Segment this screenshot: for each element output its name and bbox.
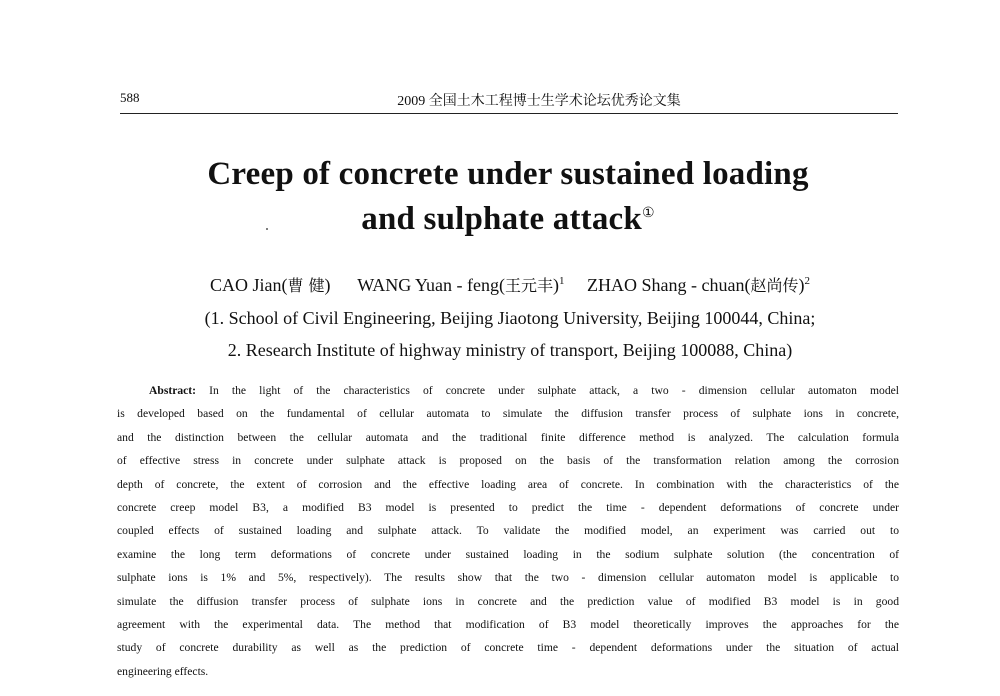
affiliation-1: (1. School of Civil Engineering, Beijing Jiaotong University, Beijing 100044, China; xyxy=(204,308,816,328)
author-2-affil: 1 xyxy=(559,275,565,287)
abstract-line: agreement with the experimental data. The method that modification of B3 model theoretically improves the approaches for the xyxy=(117,617,899,631)
abstract-line: engineering effects. xyxy=(117,664,209,678)
title-line-2 xyxy=(150,197,866,242)
abstract-line: depth of concrete, the extent of corrosion and the effective loading area of concrete. In combination with the characteristics of the xyxy=(117,477,899,491)
abstract-line: concrete creep model B3, a modified B3 model is presented to predict the time - dependent deformations of concrete under xyxy=(117,500,899,514)
author-2-chinese: 王元丰 xyxy=(505,276,554,295)
abstract-line: Abstract: In the light of the characteristics of concrete under sulphate attack, a two - dimension cellular automaton model xyxy=(149,384,899,397)
running-header xyxy=(120,88,898,110)
abstract-line: is developed based on the fundamental of cellular automata to simulate the diffusion transfer process of sulphate ions in concrete, xyxy=(117,407,899,421)
abstract-label: Abstract: xyxy=(149,384,197,397)
paper-title xyxy=(150,152,866,242)
author-3: ZHAO Shang - chuan(赵尚传)$^2$ xyxy=(587,275,811,295)
author-1: CAO Jian(曹 健) xyxy=(209,275,331,295)
author-2: WANG Yuan - feng(王元丰)$^1$ xyxy=(357,275,565,295)
abstract-line: study of concrete durability as well as the prediction of concrete time - dependent deformations under the situation of actual xyxy=(117,641,899,655)
author-3-chinese: 赵尚传 xyxy=(750,276,799,295)
abstract-line: examine the long term deformations of concrete under sustained loading in the sodium sulphate solution (the concentration of xyxy=(117,547,899,561)
title-footnote-mark: ① xyxy=(641,206,655,221)
abstract-line: coupled effects of sustained loading and sulphate attack. To validate the modified model, an experiment was carried out to xyxy=(117,524,899,538)
abstract-line: simulate the diffusion transfer process of sulphate ions in concrete and the prediction value of modified B3 model is in good xyxy=(117,594,899,608)
title-line-1: Creep of concrete under sustained loading xyxy=(207,156,809,192)
journal-title: 2009 全国土木工程博士生学术论坛优秀论文集 xyxy=(397,94,681,109)
abstract-line: sulphate ions is 1% and 5%, respectively). The results show that the two - dimension cellular automaton model is applicable to xyxy=(117,571,899,585)
author-3-name: ZHAO Shang - chuan xyxy=(587,275,745,295)
author-2-name: WANG Yuan - feng xyxy=(357,275,500,295)
author-list xyxy=(140,272,880,299)
abstract xyxy=(117,379,899,683)
header-rule xyxy=(120,113,898,114)
author-1-name: CAO Jian xyxy=(209,275,282,295)
author-3-affil: 2 xyxy=(804,275,811,287)
author-1-chinese: 曹 健 xyxy=(287,276,325,295)
abstract-line: of effective stress in concrete under sulphate attack is proposed on the basis of the transformation relation among the corrosion xyxy=(117,454,899,468)
scan-speck xyxy=(266,228,268,230)
title-line-2-text: and sulphate attack xyxy=(361,201,642,237)
affiliation-2: 2. Research Institute of highway ministry of transport, Beijing 100088, China) xyxy=(227,340,793,360)
abstract-line: and the distinction between the cellular automata and the traditional finite difference method is analyzed. The calculation formula xyxy=(117,430,899,444)
page-number: 588 xyxy=(120,90,140,105)
